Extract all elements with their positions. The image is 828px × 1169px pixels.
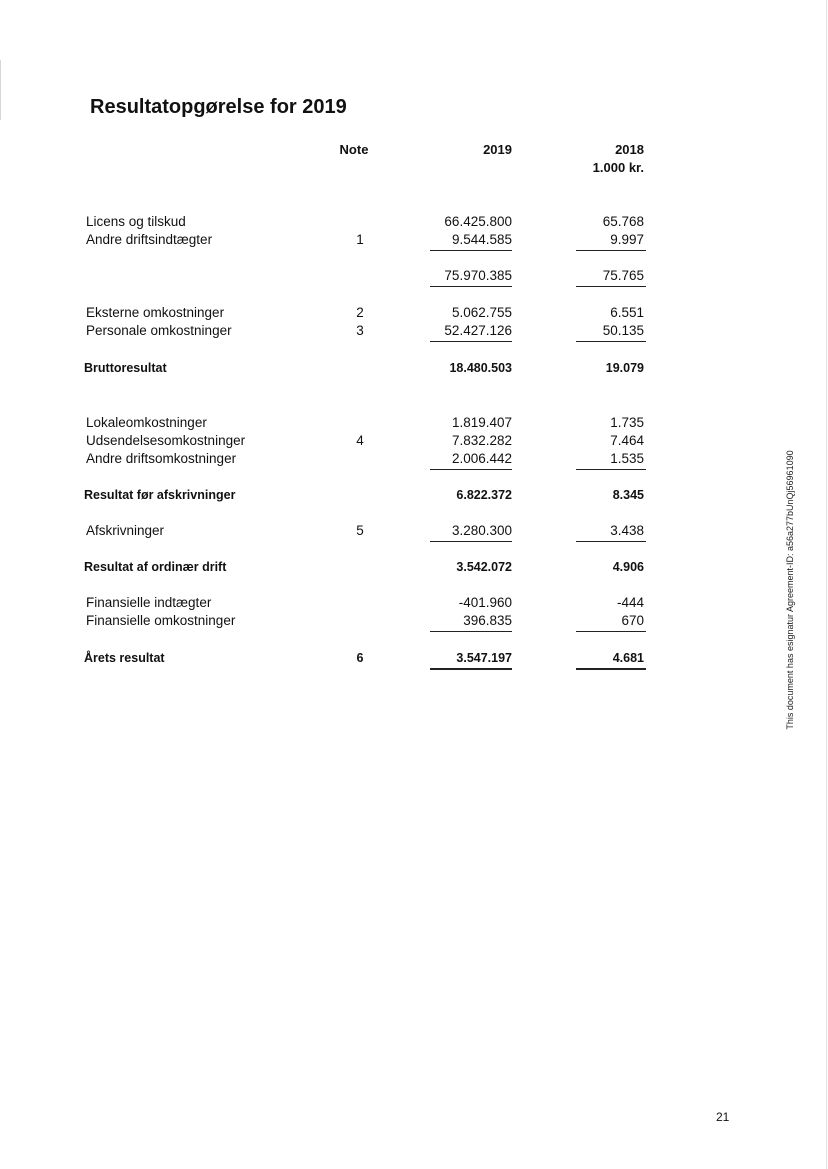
value-2018: 670 [621, 613, 644, 628]
column-header-2018: 2018 [615, 142, 644, 157]
table-row [0, 213, 828, 231]
value-2018: 9.997 [610, 232, 644, 247]
value-2019: 6.822.372 [456, 488, 512, 502]
value-2018: 3.438 [610, 523, 644, 538]
row-label: Finansielle indtægter [86, 595, 212, 610]
value-2018: 4.681 [612, 651, 644, 665]
value-2018: 1.535 [610, 451, 644, 466]
table-row [0, 594, 828, 612]
agreement-id-text: This document has esignatur Agreement-ID: a56a277bUnQj56961090 [785, 450, 795, 730]
value-2019: 3.542.072 [456, 560, 512, 574]
row-label: Andre driftsomkostninger [86, 451, 237, 466]
row-label: Finansielle omkostninger [86, 613, 236, 628]
scan-edge [0, 60, 1, 120]
value-2019: -401.960 [458, 595, 512, 610]
underline [576, 541, 646, 542]
value-2019: 66.425.800 [444, 214, 512, 229]
underline [430, 286, 512, 287]
value-2019: 2.006.442 [451, 451, 512, 466]
underline [430, 631, 512, 632]
value-2019: 396.835 [463, 613, 512, 628]
underline [576, 286, 646, 287]
value-2019: 7.832.282 [451, 433, 512, 448]
value-2018: 75.765 [602, 268, 644, 283]
underline [576, 631, 646, 632]
page-number: 21 [716, 1110, 730, 1124]
row-label: Licens og tilskud [86, 214, 186, 229]
value-2019: 3.547.197 [456, 651, 512, 665]
value-2019: 1.819.407 [451, 415, 512, 430]
row-label: Lokaleomkostninger [86, 415, 207, 430]
row-label: Resultat før afskrivninger [84, 488, 236, 502]
value-2019: 3.280.300 [451, 523, 512, 538]
table-row-total [0, 359, 828, 377]
row-label: Afskrivninger [86, 523, 165, 538]
table-row [0, 522, 828, 540]
value-2018: 7.464 [610, 433, 644, 448]
column-header-note: Note [339, 142, 369, 157]
row-label: Resultat af ordinær drift [84, 560, 227, 574]
row-label: Bruttoresultat [84, 361, 167, 375]
value-2018: -444 [616, 595, 644, 610]
double-underline [430, 668, 512, 670]
table-row [0, 322, 828, 340]
value-2018: 65.768 [602, 214, 644, 229]
row-note: 4 [356, 433, 364, 448]
underline [430, 541, 512, 542]
row-note: 5 [356, 523, 364, 538]
table-row-total [0, 486, 828, 504]
underline [430, 341, 512, 342]
underline [576, 469, 646, 470]
table-row [0, 304, 828, 322]
signature-side-note [784, 440, 796, 740]
row-note: 2 [356, 305, 364, 320]
value-2018: 6.551 [610, 305, 644, 320]
table-row [0, 432, 828, 450]
page-title: Resultatopgørelse for 2019 [90, 96, 347, 118]
table-row [0, 414, 828, 432]
column-header-unit: 1.000 kr. [592, 160, 644, 175]
row-label: Årets resultat [84, 651, 165, 665]
value-2019: 52.427.126 [444, 323, 512, 338]
table-row [0, 231, 828, 249]
value-2019: 9.544.585 [451, 232, 512, 247]
table-row-total [0, 649, 828, 667]
row-label: Personale omkostninger [86, 323, 232, 338]
double-underline [576, 668, 646, 670]
scan-edge [826, 0, 827, 1169]
table-row [0, 612, 828, 630]
table-row [0, 450, 828, 468]
row-note: 3 [356, 323, 364, 338]
underline [576, 250, 646, 251]
value-2018: 4.906 [612, 560, 644, 574]
value-2018: 8.345 [612, 488, 644, 502]
table-row-total [0, 558, 828, 576]
value-2018: 19.079 [605, 361, 644, 375]
underline [430, 469, 512, 470]
row-label: Eksterne omkostninger [86, 305, 225, 320]
value-2019: 75.970.385 [444, 268, 512, 283]
table-row [0, 267, 828, 285]
row-note: 1 [356, 232, 364, 247]
column-header-2019: 2019 [483, 142, 512, 157]
value-2019: 5.062.755 [451, 305, 512, 320]
underline [576, 341, 646, 342]
row-label: Udsendelsesomkostninger [86, 433, 246, 448]
row-note: 6 [356, 651, 364, 665]
value-2018: 50.135 [602, 323, 644, 338]
underline [430, 250, 512, 251]
row-label: Andre driftsindtægter [86, 232, 213, 247]
value-2019: 18.480.503 [449, 361, 512, 375]
value-2018: 1.735 [610, 415, 644, 430]
